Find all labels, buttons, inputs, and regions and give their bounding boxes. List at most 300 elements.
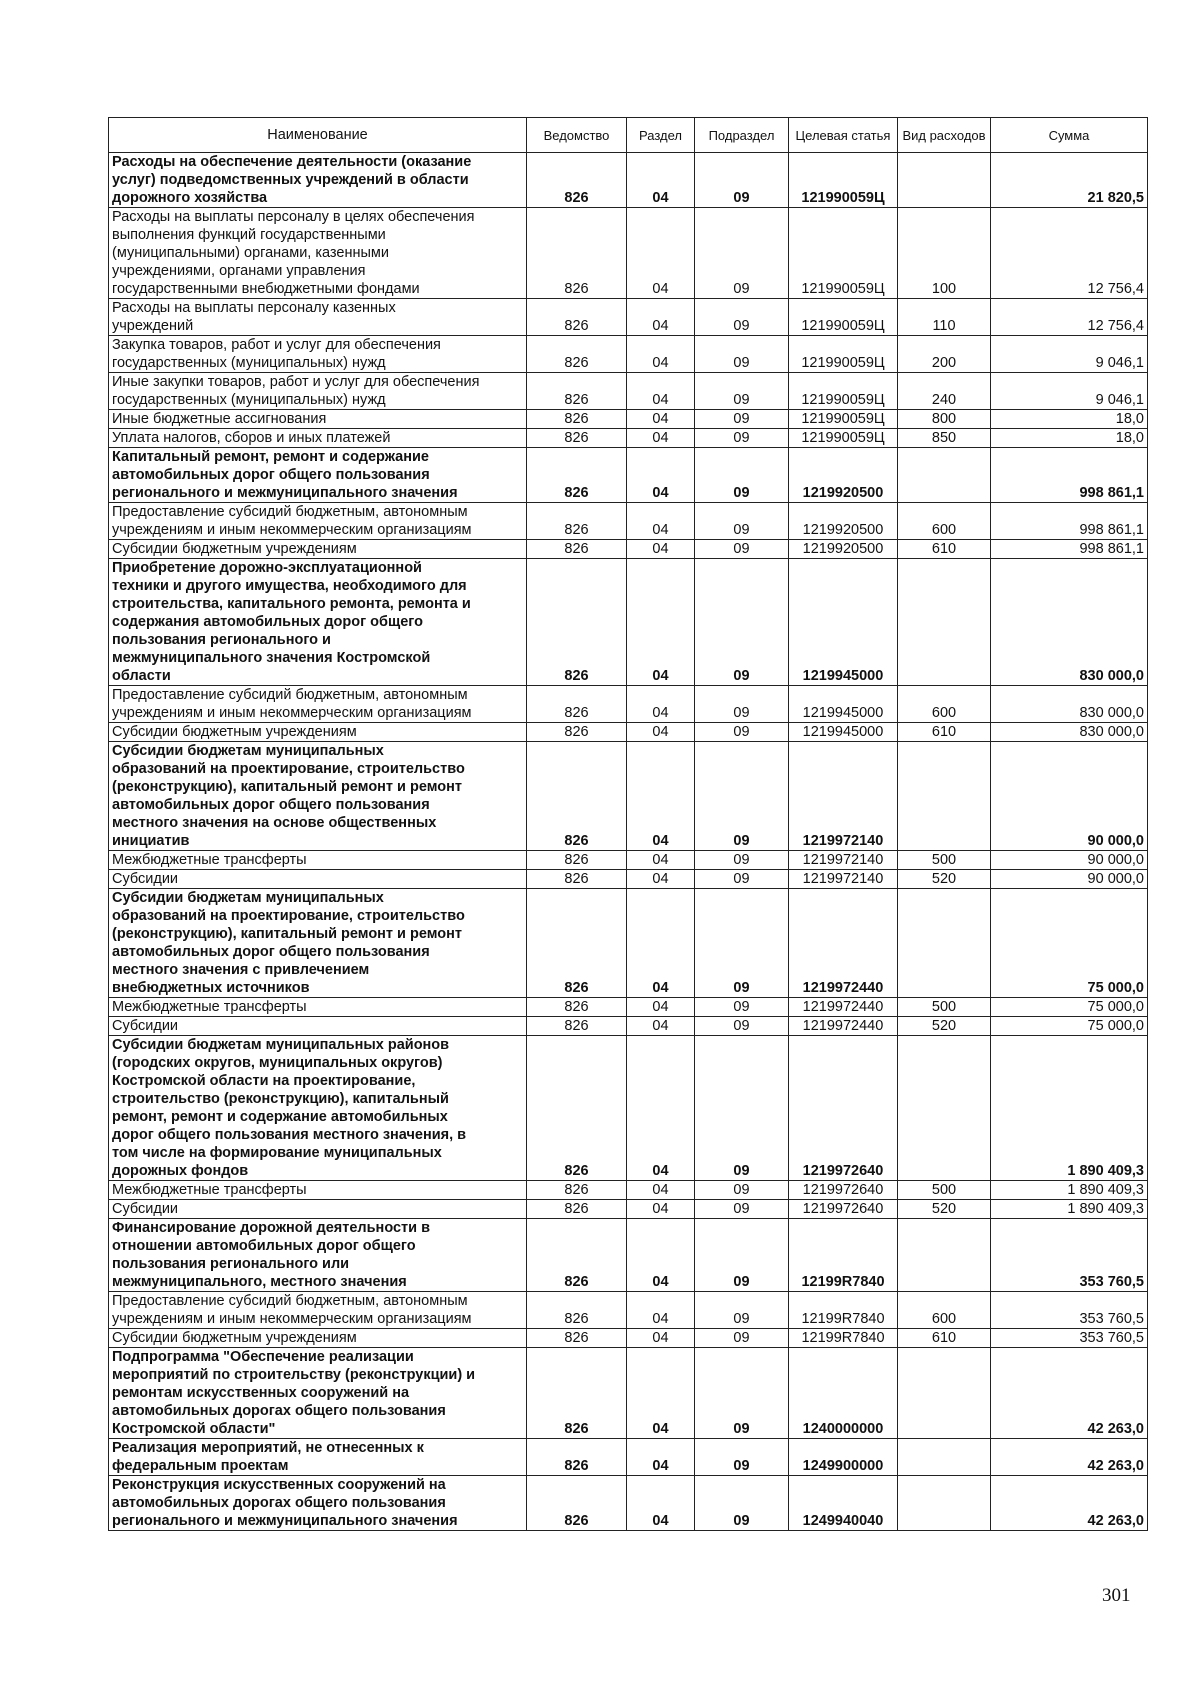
header-podrazdel: Подраздел	[695, 118, 789, 153]
cell-razdel: 04	[627, 153, 695, 208]
cell-vedomstvo: 826	[527, 559, 627, 686]
cell-podrazdel: 09	[695, 870, 789, 889]
cell-name	[109, 889, 527, 998]
header-name: Наименование	[109, 118, 527, 153]
table-body	[109, 153, 1148, 1531]
cell-vid-rashodov	[898, 448, 991, 503]
cell-vedomstvo: 826	[527, 1476, 627, 1531]
cell-podrazdel: 09	[695, 299, 789, 336]
cell-podrazdel: 09	[695, 429, 789, 448]
cell-name	[109, 851, 527, 870]
cell-name-line: учреждений	[112, 318, 194, 334]
cell-podrazdel: 09	[695, 448, 789, 503]
cell-name	[109, 373, 527, 410]
cell-vedomstvo: 826	[527, 1181, 627, 1200]
cell-vedomstvo: 826	[527, 851, 627, 870]
cell-razdel: 04	[627, 742, 695, 851]
cell-name-line: Иные бюджетные ассигнования	[112, 411, 327, 427]
table-row	[109, 153, 1148, 208]
cell-razdel: 04	[627, 1017, 695, 1036]
table-row	[109, 1439, 1148, 1476]
cell-razdel: 04	[627, 1200, 695, 1219]
cell-name-line: Межбюджетные трансферты	[112, 1182, 307, 1198]
cell-name-line: Субсидии бюджетным учреждениям	[112, 541, 357, 557]
table-row	[109, 1476, 1148, 1531]
cell-summa: 353 760,5	[991, 1292, 1148, 1329]
cell-celevaya-statya: 1219972440	[789, 889, 898, 998]
cell-summa: 9 046,1	[991, 336, 1148, 373]
cell-celevaya-statya: 1219920500	[789, 503, 898, 540]
cell-podrazdel: 09	[695, 723, 789, 742]
cell-name-line: Иные закупки товаров, работ и услуг для обеспечения	[112, 374, 480, 390]
cell-razdel: 04	[627, 723, 695, 742]
cell-name-line: государственных (муниципальных) нужд	[112, 355, 386, 371]
cell-name-line: (городских округов, муниципальных округов)	[112, 1055, 443, 1071]
header-vid-rashodov: Вид расходов	[898, 118, 991, 153]
cell-name-line: Расходы на выплаты персоналу казенных	[112, 300, 396, 316]
cell-name	[109, 448, 527, 503]
cell-vid-rashodov: 600	[898, 686, 991, 723]
cell-name-line: межмуниципального значения Костромской	[112, 650, 431, 666]
table-row	[109, 559, 1148, 686]
table-row	[109, 1292, 1148, 1329]
cell-name-line: учреждениям и иным некоммерческим организациям	[112, 705, 472, 721]
cell-name-line: Уплата налогов, сборов и иных платежей	[112, 430, 391, 446]
cell-podrazdel: 09	[695, 208, 789, 299]
cell-name-line: выполнения функций государственными	[112, 227, 386, 243]
cell-summa: 830 000,0	[991, 559, 1148, 686]
cell-vid-rashodov	[898, 1348, 991, 1439]
cell-name-line: мероприятий по строительству (реконструкции) и	[112, 1367, 476, 1383]
cell-vid-rashodov: 520	[898, 1017, 991, 1036]
cell-name-line: Костромской области на проектирование,	[112, 1073, 416, 1089]
cell-vid-rashodov: 800	[898, 410, 991, 429]
cell-vedomstvo: 826	[527, 1348, 627, 1439]
cell-vedomstvo: 826	[527, 889, 627, 998]
cell-vid-rashodov: 500	[898, 851, 991, 870]
cell-razdel: 04	[627, 299, 695, 336]
cell-name-line: услуг) подведомственных учреждений в области	[112, 172, 469, 188]
cell-vid-rashodov: 600	[898, 503, 991, 540]
cell-name	[109, 742, 527, 851]
cell-podrazdel: 09	[695, 503, 789, 540]
cell-vedomstvo: 826	[527, 299, 627, 336]
cell-podrazdel: 09	[695, 336, 789, 373]
table-row	[109, 429, 1148, 448]
table-row	[109, 336, 1148, 373]
cell-celevaya-statya: 1219972140	[789, 742, 898, 851]
table-header-row	[109, 118, 1148, 153]
cell-celevaya-statya: 1219972440	[789, 1017, 898, 1036]
cell-celevaya-statya: 1219972640	[789, 1036, 898, 1181]
cell-vedomstvo: 826	[527, 870, 627, 889]
cell-razdel: 04	[627, 870, 695, 889]
cell-vedomstvo: 826	[527, 429, 627, 448]
cell-name-line: Реконструкция искусственных сооружений на	[112, 1477, 446, 1493]
cell-summa: 353 760,5	[991, 1329, 1148, 1348]
cell-name-line: образований на проектирование, строительство	[112, 761, 465, 777]
cell-name	[109, 559, 527, 686]
cell-razdel: 04	[627, 686, 695, 723]
cell-razdel: 04	[627, 559, 695, 686]
cell-razdel: 04	[627, 1329, 695, 1348]
cell-name-line: строительство (реконструкцию), капитальный	[112, 1091, 449, 1107]
cell-podrazdel: 09	[695, 686, 789, 723]
cell-podrazdel: 09	[695, 540, 789, 559]
cell-name-line: дорожного хозяйства	[112, 190, 268, 206]
cell-podrazdel: 09	[695, 851, 789, 870]
cell-name	[109, 1292, 527, 1329]
cell-vedomstvo: 826	[527, 1036, 627, 1181]
cell-vid-rashodov: 850	[898, 429, 991, 448]
table-row	[109, 1017, 1148, 1036]
cell-vid-rashodov: 520	[898, 1200, 991, 1219]
table-row	[109, 723, 1148, 742]
cell-vedomstvo: 826	[527, 540, 627, 559]
cell-celevaya-statya: 1219972140	[789, 851, 898, 870]
cell-summa: 90 000,0	[991, 851, 1148, 870]
cell-vedomstvo: 826	[527, 686, 627, 723]
cell-vedomstvo: 826	[527, 208, 627, 299]
cell-celevaya-statya: 121990059Ц	[789, 153, 898, 208]
cell-podrazdel: 09	[695, 998, 789, 1017]
table-row	[109, 299, 1148, 336]
cell-vedomstvo: 826	[527, 373, 627, 410]
cell-name-line: автомобильных дорогах общего пользования	[112, 1495, 446, 1511]
cell-vedomstvo: 826	[527, 1219, 627, 1292]
cell-podrazdel: 09	[695, 1476, 789, 1531]
cell-summa: 12 756,4	[991, 208, 1148, 299]
cell-name-line: межмуниципального, местного значения	[112, 1274, 407, 1290]
cell-celevaya-statya: 1219920500	[789, 448, 898, 503]
cell-celevaya-statya: 1249940040	[789, 1476, 898, 1531]
header-celevaya-statya: Целевая статья	[789, 118, 898, 153]
cell-celevaya-statya: 12199R7840	[789, 1329, 898, 1348]
cell-vid-rashodov: 200	[898, 336, 991, 373]
cell-vedomstvo: 826	[527, 410, 627, 429]
cell-podrazdel: 09	[695, 1219, 789, 1292]
cell-vedomstvo: 826	[527, 742, 627, 851]
cell-summa: 998 861,1	[991, 448, 1148, 503]
cell-name	[109, 153, 527, 208]
cell-name-line: Субсидии	[112, 871, 179, 887]
cell-vedomstvo: 826	[527, 153, 627, 208]
cell-razdel: 04	[627, 1036, 695, 1181]
cell-summa: 75 000,0	[991, 889, 1148, 998]
cell-podrazdel: 09	[695, 373, 789, 410]
cell-name	[109, 429, 527, 448]
cell-name-line: Приобретение дорожно-эксплуатационной	[112, 560, 422, 576]
cell-summa: 353 760,5	[991, 1219, 1148, 1292]
cell-name-line: местного значения с привлечением	[112, 962, 370, 978]
cell-name-line: (муниципальными) органами, казенными	[112, 245, 389, 261]
cell-podrazdel: 09	[695, 1439, 789, 1476]
cell-name	[109, 1181, 527, 1200]
cell-vid-rashodov: 610	[898, 723, 991, 742]
cell-summa: 1 890 409,3	[991, 1036, 1148, 1181]
cell-name-line: регионального и межмуниципального значения	[112, 1513, 458, 1529]
cell-name-line: автомобильных дорог общего пользования	[112, 467, 430, 483]
cell-vedomstvo: 826	[527, 1017, 627, 1036]
cell-vedomstvo: 826	[527, 1200, 627, 1219]
cell-podrazdel: 09	[695, 410, 789, 429]
table-row	[109, 998, 1148, 1017]
cell-razdel: 04	[627, 410, 695, 429]
cell-name	[109, 870, 527, 889]
cell-vedomstvo: 826	[527, 1439, 627, 1476]
cell-podrazdel: 09	[695, 742, 789, 851]
cell-celevaya-statya: 121990059Ц	[789, 336, 898, 373]
cell-name	[109, 1439, 527, 1476]
cell-name-line: (реконструкцию), капитальный ремонт и ремонт	[112, 779, 462, 795]
cell-name-line: инициатив	[112, 833, 190, 849]
header-vedomstvo: Ведомство	[527, 118, 627, 153]
table-row	[109, 373, 1148, 410]
cell-name-line: дорожных фондов	[112, 1163, 249, 1179]
cell-summa: 42 263,0	[991, 1348, 1148, 1439]
cell-vid-rashodov	[898, 1476, 991, 1531]
header-summa: Сумма	[991, 118, 1148, 153]
cell-name-line: Предоставление субсидий бюджетным, автономным	[112, 504, 468, 520]
cell-name-line: Костромской области"	[112, 1421, 276, 1437]
cell-vedomstvo: 826	[527, 1292, 627, 1329]
cell-name	[109, 1329, 527, 1348]
cell-summa: 90 000,0	[991, 742, 1148, 851]
cell-razdel: 04	[627, 1439, 695, 1476]
cell-name-line: том числе на формирование муниципальных	[112, 1145, 442, 1161]
cell-name-line: Субсидии	[112, 1018, 179, 1034]
cell-summa: 830 000,0	[991, 686, 1148, 723]
cell-celevaya-statya: 121990059Ц	[789, 208, 898, 299]
budget-table	[108, 117, 1148, 1531]
cell-podrazdel: 09	[695, 153, 789, 208]
cell-podrazdel: 09	[695, 1292, 789, 1329]
cell-celevaya-statya: 1219945000	[789, 559, 898, 686]
cell-vid-rashodov: 100	[898, 208, 991, 299]
cell-summa: 1 890 409,3	[991, 1181, 1148, 1200]
cell-vid-rashodov: 500	[898, 1181, 991, 1200]
cell-name-line: Субсидии бюджетным учреждениям	[112, 724, 357, 740]
cell-name-line: ремонтам искусственных сооружений на	[112, 1385, 410, 1401]
cell-summa: 18,0	[991, 429, 1148, 448]
table-row	[109, 1036, 1148, 1181]
cell-vid-rashodov	[898, 153, 991, 208]
cell-name-line: образований на проектирование, строительство	[112, 908, 465, 924]
cell-name	[109, 410, 527, 429]
cell-name-line: содержания автомобильных дорог общего	[112, 614, 423, 630]
table-row	[109, 1348, 1148, 1439]
cell-razdel: 04	[627, 448, 695, 503]
cell-name-line: учреждениям и иным некоммерческим организациям	[112, 1311, 472, 1327]
table-row	[109, 1219, 1148, 1292]
cell-name-line: местного значения на основе общественных	[112, 815, 437, 831]
cell-summa: 9 046,1	[991, 373, 1148, 410]
cell-name-line: внебюджетных источников	[112, 980, 310, 996]
cell-vid-rashodov: 610	[898, 540, 991, 559]
cell-name-line: Субсидии	[112, 1201, 179, 1217]
cell-vid-rashodov: 600	[898, 1292, 991, 1329]
cell-name-line: (реконструкцию), капитальный ремонт и ремонт	[112, 926, 462, 942]
cell-name-line: Реализация мероприятий, не отнесенных к	[112, 1440, 424, 1456]
cell-celevaya-statya: 1219972140	[789, 870, 898, 889]
cell-name-line: автомобильных дорог общего пользования	[112, 797, 430, 813]
cell-celevaya-statya: 121990059Ц	[789, 373, 898, 410]
table-row	[109, 448, 1148, 503]
table-row	[109, 686, 1148, 723]
cell-name-line: учреждениями, органами управления	[112, 263, 366, 279]
cell-name-line: Подпрограмма "Обеспечение реализации	[112, 1349, 414, 1365]
cell-podrazdel: 09	[695, 1329, 789, 1348]
cell-podrazdel: 09	[695, 1017, 789, 1036]
cell-podrazdel: 09	[695, 1181, 789, 1200]
cell-name-line: регионального и межмуниципального значения	[112, 485, 458, 501]
cell-razdel: 04	[627, 503, 695, 540]
cell-name	[109, 686, 527, 723]
cell-name	[109, 1200, 527, 1219]
cell-celevaya-statya: 1219972640	[789, 1181, 898, 1200]
table-row	[109, 410, 1148, 429]
cell-name	[109, 336, 527, 373]
cell-razdel: 04	[627, 429, 695, 448]
cell-podrazdel: 09	[695, 889, 789, 998]
cell-podrazdel: 09	[695, 1200, 789, 1219]
cell-razdel: 04	[627, 336, 695, 373]
table-row	[109, 1200, 1148, 1219]
cell-name-line: Расходы на обеспечение деятельности (оказание	[112, 154, 472, 170]
cell-name-line: ремонт, ремонт и содержание автомобильных	[112, 1109, 448, 1125]
cell-razdel: 04	[627, 540, 695, 559]
cell-name-line: автомобильных дорогах общего пользования	[112, 1403, 446, 1419]
cell-name-line: федеральным проектам	[112, 1458, 289, 1474]
cell-vid-rashodov	[898, 1439, 991, 1476]
cell-celevaya-statya: 1249900000	[789, 1439, 898, 1476]
cell-name-line: Расходы на выплаты персоналу в целях обеспечения	[112, 209, 475, 225]
cell-vid-rashodov: 110	[898, 299, 991, 336]
cell-name-line: техники и другого имущества, необходимого для	[112, 578, 467, 594]
cell-name-line: Финансирование дорожной деятельности в	[112, 1220, 431, 1236]
cell-razdel: 04	[627, 998, 695, 1017]
cell-celevaya-statya: 1219945000	[789, 723, 898, 742]
cell-name-line: учреждениям и иным некоммерческим организациям	[112, 522, 472, 538]
cell-summa: 21 820,5	[991, 153, 1148, 208]
table-row	[109, 742, 1148, 851]
cell-name	[109, 503, 527, 540]
cell-name-line: государственных (муниципальных) нужд	[112, 392, 386, 408]
cell-vid-rashodov	[898, 1219, 991, 1292]
cell-vid-rashodov: 520	[898, 870, 991, 889]
cell-vid-rashodov: 610	[898, 1329, 991, 1348]
table-row	[109, 1329, 1148, 1348]
cell-celevaya-statya: 1240000000	[789, 1348, 898, 1439]
cell-summa: 75 000,0	[991, 1017, 1148, 1036]
cell-razdel: 04	[627, 851, 695, 870]
cell-name-line: строительства, капитального ремонта, ремонта и	[112, 596, 471, 612]
cell-name-line: отношении автомобильных дорог общего	[112, 1238, 416, 1254]
cell-summa: 18,0	[991, 410, 1148, 429]
cell-summa: 75 000,0	[991, 998, 1148, 1017]
cell-vid-rashodov	[898, 559, 991, 686]
cell-name	[109, 1219, 527, 1292]
cell-name-line: Предоставление субсидий бюджетным, автономным	[112, 1293, 468, 1309]
header-razdel: Раздел	[627, 118, 695, 153]
cell-vid-rashodov	[898, 889, 991, 998]
cell-name	[109, 540, 527, 559]
cell-name-line: Межбюджетные трансферты	[112, 852, 307, 868]
cell-razdel: 04	[627, 889, 695, 998]
cell-name-line: Субсидии бюджетам муниципальных	[112, 743, 384, 759]
cell-name-line: Субсидии бюджетам муниципальных районов	[112, 1037, 450, 1053]
cell-vedomstvo: 826	[527, 998, 627, 1017]
cell-name-line: пользования регионального или	[112, 1256, 350, 1272]
cell-vedomstvo: 826	[527, 723, 627, 742]
table-row	[109, 851, 1148, 870]
cell-vedomstvo: 826	[527, 448, 627, 503]
page-number: 301	[1102, 1585, 1131, 1606]
table-row	[109, 540, 1148, 559]
cell-celevaya-statya: 121990059Ц	[789, 299, 898, 336]
cell-vid-rashodov	[898, 1036, 991, 1181]
table-row	[109, 870, 1148, 889]
cell-summa: 42 263,0	[991, 1476, 1148, 1531]
cell-name-line: дорог общего пользования местного значения, в	[112, 1127, 467, 1143]
cell-summa: 12 756,4	[991, 299, 1148, 336]
cell-summa: 998 861,1	[991, 540, 1148, 559]
cell-name-line: автомобильных дорог общего пользования	[112, 944, 430, 960]
table-row	[109, 1181, 1148, 1200]
cell-name-line: Субсидии бюджетным учреждениям	[112, 1330, 357, 1346]
cell-razdel: 04	[627, 1348, 695, 1439]
cell-name	[109, 208, 527, 299]
cell-name-line: Межбюджетные трансферты	[112, 999, 307, 1015]
cell-podrazdel: 09	[695, 559, 789, 686]
cell-vid-rashodov	[898, 742, 991, 851]
cell-razdel: 04	[627, 1219, 695, 1292]
cell-summa: 90 000,0	[991, 870, 1148, 889]
cell-celevaya-statya: 1219972640	[789, 1200, 898, 1219]
cell-celevaya-statya: 12199R7840	[789, 1219, 898, 1292]
cell-summa: 830 000,0	[991, 723, 1148, 742]
cell-name	[109, 998, 527, 1017]
cell-celevaya-statya: 121990059Ц	[789, 429, 898, 448]
table-row	[109, 208, 1148, 299]
cell-name	[109, 1476, 527, 1531]
cell-name-line: Капитальный ремонт, ремонт и содержание	[112, 449, 429, 465]
table-row	[109, 503, 1148, 540]
cell-name	[109, 299, 527, 336]
cell-vedomstvo: 826	[527, 503, 627, 540]
cell-name-line: государственными внебюджетными фондами	[112, 281, 420, 297]
cell-razdel: 04	[627, 1476, 695, 1531]
cell-name	[109, 1017, 527, 1036]
cell-vid-rashodov: 240	[898, 373, 991, 410]
cell-name-line: Предоставление субсидий бюджетным, автономным	[112, 687, 468, 703]
cell-razdel: 04	[627, 373, 695, 410]
cell-summa: 998 861,1	[991, 503, 1148, 540]
cell-name-line: Субсидии бюджетам муниципальных	[112, 890, 384, 906]
cell-razdel: 04	[627, 1181, 695, 1200]
cell-name-line: пользования регионального и	[112, 632, 331, 648]
table-row	[109, 889, 1148, 998]
cell-vedomstvo: 826	[527, 336, 627, 373]
cell-celevaya-statya: 12199R7840	[789, 1292, 898, 1329]
cell-celevaya-statya: 1219945000	[789, 686, 898, 723]
cell-podrazdel: 09	[695, 1348, 789, 1439]
cell-celevaya-statya: 121990059Ц	[789, 410, 898, 429]
cell-vedomstvo: 826	[527, 1329, 627, 1348]
cell-summa: 42 263,0	[991, 1439, 1148, 1476]
cell-name-line: Закупка товаров, работ и услуг для обеспечения	[112, 337, 441, 353]
cell-celevaya-statya: 1219920500	[789, 540, 898, 559]
